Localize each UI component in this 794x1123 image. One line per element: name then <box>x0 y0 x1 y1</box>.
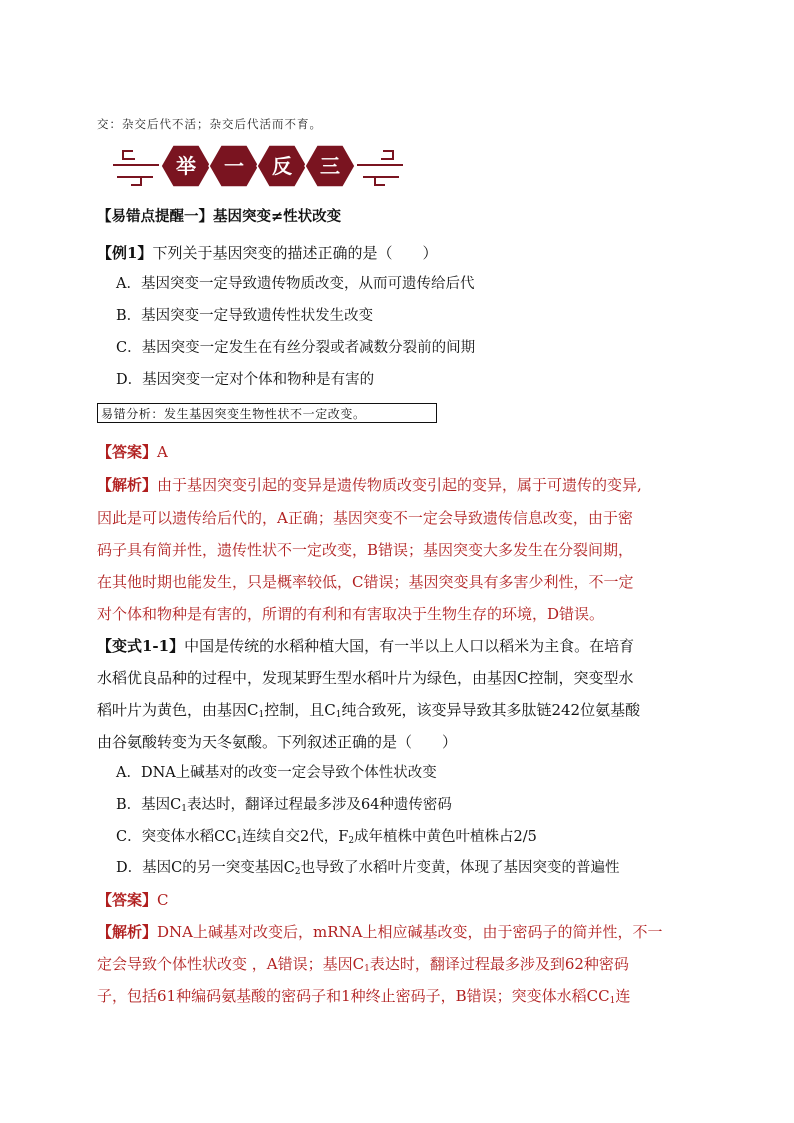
variant1-question-text-1: 中国是传统的水稻种植大国，有一半以上人口以稻米为主食。在培育 <box>184 637 635 655</box>
example1-explain-line-5: 对个体和物种是有害的，所谓的有利和有害取决于生物生存的环境，D错误。 <box>97 605 605 623</box>
variant1-question-line-3 <box>97 700 640 725</box>
variant1-opt-d-part-2: 也导致了水稻叶片变黄，体现了基因突变的普遍性 <box>300 860 620 876</box>
banner-left-ornament <box>113 151 159 185</box>
variant1-question-line-4: 由谷氨酸转变为天冬氨酸。下列叙述正确的是（ ） <box>97 733 458 751</box>
variant1-opt-c-sub-1: 1 <box>236 836 243 846</box>
example1-answer-value: A <box>157 443 168 461</box>
variant1-q3-part-b: 控制，且C <box>264 701 336 719</box>
example1-explain-line-3: 码子具有简并性，遗传性状不一定改变，B错误；基因突变大多发生在分裂间期， <box>97 541 634 559</box>
variant1-explain-line-1 <box>97 922 662 942</box>
variant1-ex2-part-b: 表达时，翻译过程最多涉及到62种密码 <box>369 955 629 973</box>
variant1-explain-text-1: DNA上碱基对改变后，mRNA上相应碱基改变，由于密码子的简并性，不一 <box>157 923 663 941</box>
banner-char-3: 反 <box>272 154 292 178</box>
example1-explain-text-1: 由于基因突变引起的变异是遗传物质改变引起的变异，属于可遗传的变异, <box>157 476 642 494</box>
variant1-opt-d-part-1: D．基因C的另一突变基因C <box>116 860 295 876</box>
variant1-q3-sub-1: 1 <box>258 710 265 720</box>
section-banner <box>113 141 403 191</box>
variant1-opt-c-part-3: 成年植株中黄色叶植株占2/5 <box>354 829 537 845</box>
example1-explain-tag: 【解析】 <box>97 476 158 494</box>
variant1-ex3-part-b: 连 <box>615 987 631 1005</box>
example1-explain-line-4: 在其他时期也能发生，只是概率较低，C错误；基因突变具有多害少利性，不一定 <box>97 573 634 591</box>
variant1-ex2-sub: 1 <box>364 964 370 974</box>
variant1-q3-part-a: 稻叶片为黄色，由基因C <box>97 701 259 719</box>
banner-char-2: 一 <box>224 154 244 178</box>
example1-option-c: C．基因突变一定发生在有丝分裂或者减数分裂前的间期 <box>116 340 476 356</box>
example1-option-b: B．基因突变一定导致遗传性状发生改变 <box>116 308 374 324</box>
top-text-line: 交：杂交后代不活；杂交后代活而不育。 <box>97 117 322 131</box>
example1-option-a: A．基因突变一定导致遗传物质改变，从而可遗传给后代 <box>116 276 475 292</box>
variant1-answer <box>97 890 169 910</box>
variant1-question-line-2: 水稻优良品种的过程中，发现某野生型水稻叶片为绿色，由基因C控制，突变型水 <box>97 669 634 687</box>
variant1-explain-line-2 <box>97 954 629 979</box>
hint-title: 【易错点提醒一】基因突变≠性状改变 <box>97 208 342 225</box>
variant1-option-a: A．DNA上碱基对的改变一定会导致个体性状改变 <box>116 765 437 781</box>
variant1-ex3-part-a: 子，包括61种编码氨基酸的密码子和1种终止密码子，B错误；突变体水稻CC <box>97 987 610 1005</box>
example1-explain-line-1 <box>97 475 642 495</box>
variant1-ex3-sub: 1 <box>609 996 616 1006</box>
banner-char-1: 举 <box>176 154 196 178</box>
variant1-opt-b-part-1: B．基因C <box>116 797 182 813</box>
variant1-opt-c-part-1: C．突变体水稻CC <box>116 829 237 845</box>
variant1-opt-b-sub: 1 <box>181 804 187 814</box>
example1-explain-line-2: 因此是可以遗传给后代的，A正确；基因突变不一定会导致遗传信息改变，由于密 <box>97 509 633 527</box>
example1-option-d: D．基因突变一定对个体和物种是有害的 <box>116 372 375 388</box>
variant1-opt-c-part-2: 连续自交2代，F <box>242 829 349 845</box>
example1-question-text: 下列关于基因突变的描述正确的是（ ） <box>152 244 438 262</box>
variant1-ex2-part-a: 定会导致个体性状改变 ，A错误；基因C <box>97 955 365 973</box>
variant1-tag: 【变式1-1】 <box>97 637 185 655</box>
variant1-q3-sub-2: 1 <box>335 710 342 720</box>
banner-char-4: 三 <box>320 154 340 178</box>
error-analysis-box: 易错分析：发生基因突变生物性状不一定改变。 <box>97 403 437 423</box>
variant1-opt-c-sub-2: 2 <box>348 836 355 846</box>
variant1-answer-value: C <box>157 891 169 909</box>
example1-tag: 【例1】 <box>97 244 153 262</box>
variant1-explain-tag: 【解析】 <box>97 923 158 941</box>
variant1-option-d <box>116 858 620 882</box>
variant1-question-line-1 <box>97 636 634 656</box>
variant1-opt-b-part-2: 表达时，翻译过程最多涉及64种遗传密码 <box>186 797 452 813</box>
variant1-answer-tag: 【答案】 <box>97 891 158 909</box>
variant1-option-c <box>116 827 537 851</box>
variant1-q3-part-c: 纯合致死，该变异导致其多肽链242位氨基酸 <box>341 701 641 719</box>
variant1-option-b <box>116 795 452 819</box>
example1-question <box>97 243 437 263</box>
banner-right-ornament <box>357 151 403 185</box>
example1-answer-tag: 【答案】 <box>97 443 158 461</box>
variant1-explain-line-3 <box>97 986 630 1011</box>
variant1-opt-d-sub: 2 <box>294 867 301 877</box>
example1-answer <box>97 442 168 462</box>
